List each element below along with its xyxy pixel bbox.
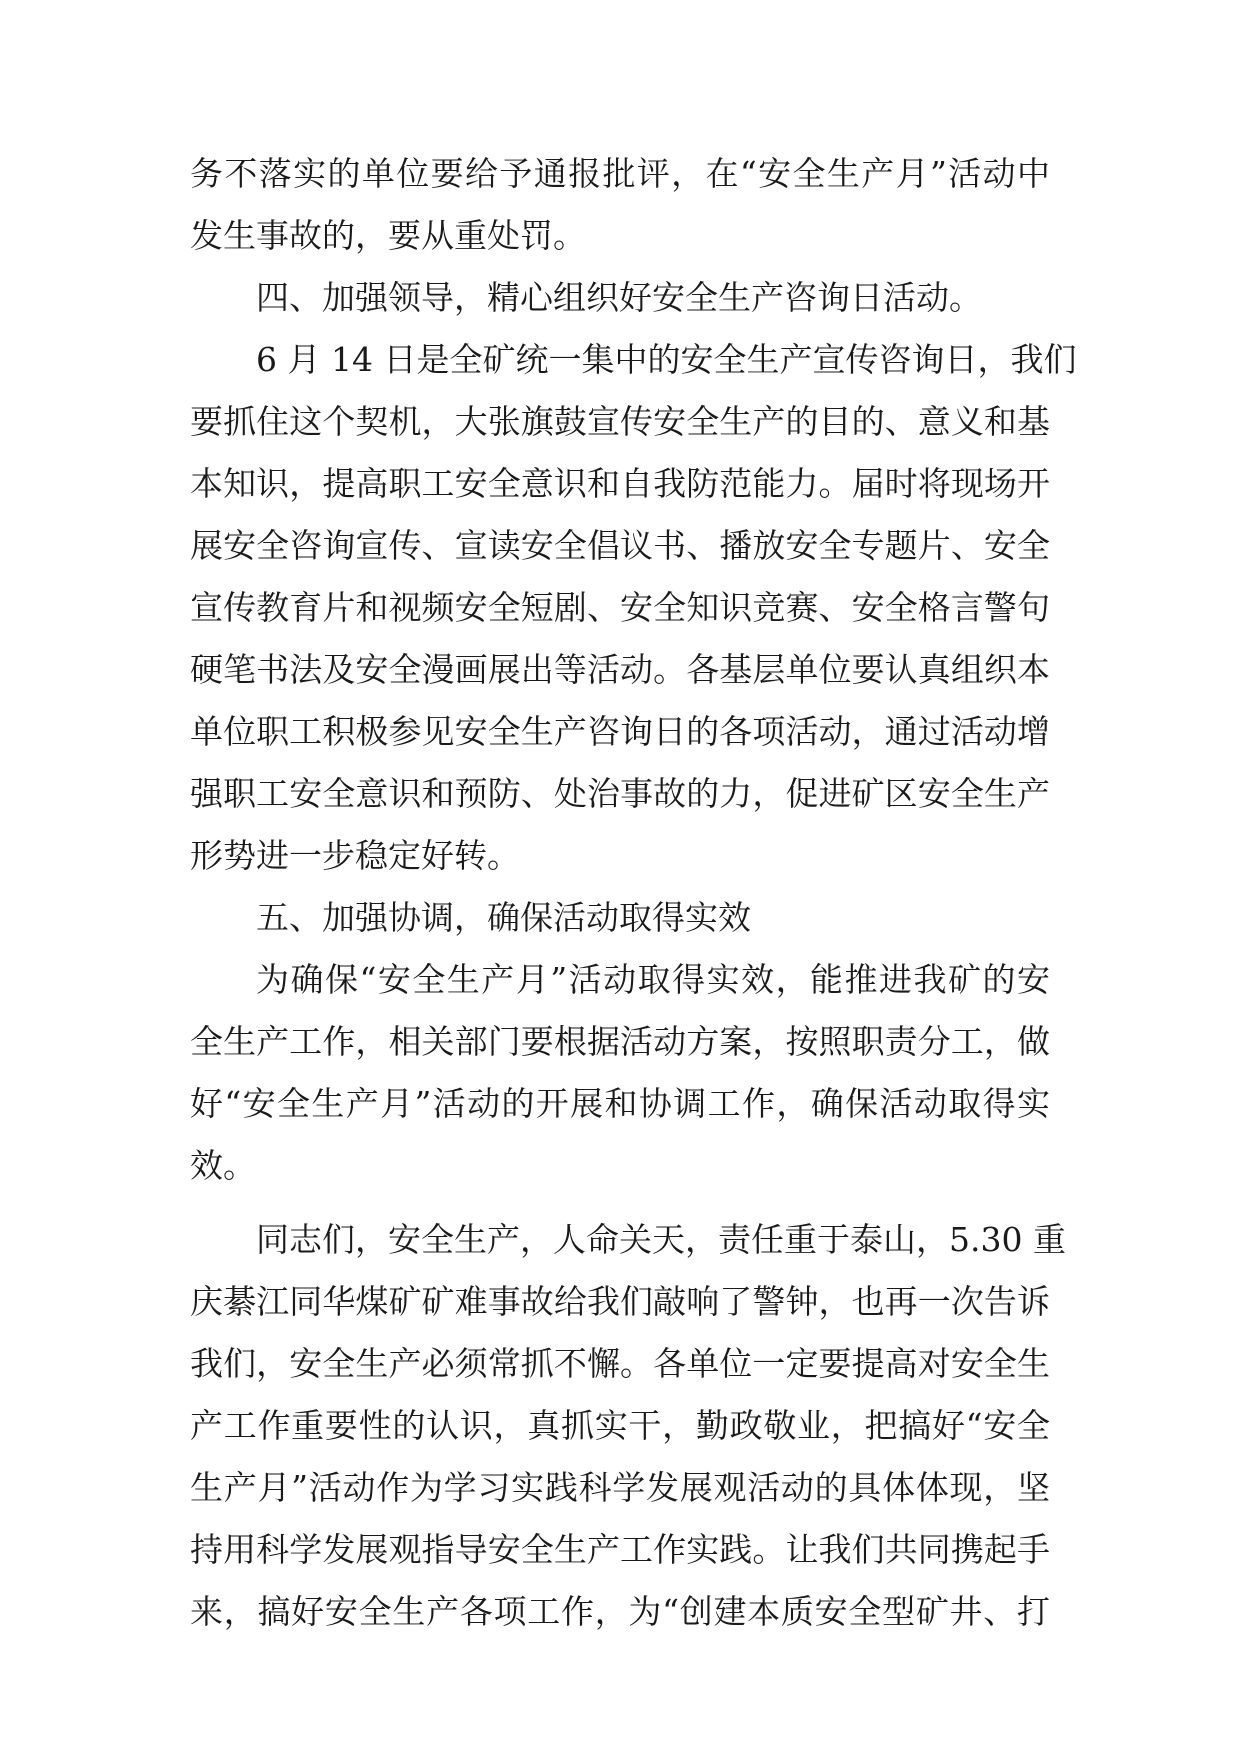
text-line: 我们，安全生产必须常抓不懈。各单位一定要提高对安全生 — [190, 1344, 1050, 1383]
text-line: 全生产工作，相关部门要根据活动方案，按照职责分工，做 — [190, 1022, 1050, 1061]
text-line: 生产月”活动作为学习实践科学发展观活动的具体体现，坚 — [190, 1468, 1050, 1507]
text-line: 为确保“安全生产月”活动取得实效，能推进我矿的安 — [256, 960, 1050, 999]
text-line: 同志们，安全生产，人命关天，责任重于泰山，5.30 重 — [256, 1220, 1066, 1259]
text-line: 单位职工积极参见安全生产咨询日的各项活动，通过活动增 — [190, 712, 1050, 751]
text-line: 发生事故的，要从重处罚。 — [190, 216, 586, 255]
text-line: 强职工安全意识和预防、处治事故的力，促进矿区安全生产 — [190, 774, 1050, 813]
section-heading-5 — [190, 887, 1050, 949]
text-line: 来，搞好安全生产各项工作，为“创建本质安全型矿井、打 — [190, 1592, 1050, 1631]
paragraph-consultation-day — [190, 329, 1077, 887]
document-body — [190, 143, 1077, 1643]
text-line: 形势进一步稳定好转。 — [190, 836, 520, 875]
text-line: 持用科学发展观指导安全生产工作实践。让我们共同携起手 — [190, 1530, 1050, 1569]
text-line: 产工作重要性的认识，真抓实干，勤政敬业，把搞好“安全 — [190, 1406, 1050, 1445]
paragraph-continuation — [190, 143, 1050, 267]
paragraph-closing — [190, 1209, 1066, 1643]
text-line: 务不落实的单位要给予通报批评，在“安全生产月”活动中 — [190, 154, 1050, 193]
text-line: 好“安全生产月”活动的开展和协调工作，确保活动取得实 — [190, 1084, 1050, 1123]
text-line: 本知识，提高职工安全意识和自我防范能力。届时将现场开 — [190, 464, 1050, 503]
text-line: 硬笔书法及安全漫画展出等活动。各基层单位要认真组织本 — [190, 650, 1050, 689]
heading-line: 五、加强协调，确保活动取得实效 — [256, 898, 751, 937]
text-line: 6 月 14 日是全矿统一集中的安全生产宣传咨询日，我们 — [256, 340, 1077, 379]
text-line: 效。 — [190, 1146, 256, 1185]
paragraph-spacer — [190, 1197, 1050, 1209]
heading-line: 四、加强领导，精心组织好安全生产咨询日活动。 — [256, 278, 982, 317]
paragraph-coordination — [190, 949, 1050, 1197]
text-line: 宣传教育片和视频安全短剧、安全知识竞赛、安全格言警句 — [190, 588, 1050, 627]
text-line: 庆綦江同华煤矿矿难事故给我们敲响了警钟，也再一次告诉 — [190, 1282, 1050, 1321]
section-heading-4 — [190, 267, 1050, 329]
text-line: 要抓住这个契机，大张旗鼓宣传安全生产的目的、意义和基 — [190, 402, 1050, 441]
text-line: 展安全咨询宣传、宣读安全倡议书、播放安全专题片、安全 — [190, 526, 1050, 565]
